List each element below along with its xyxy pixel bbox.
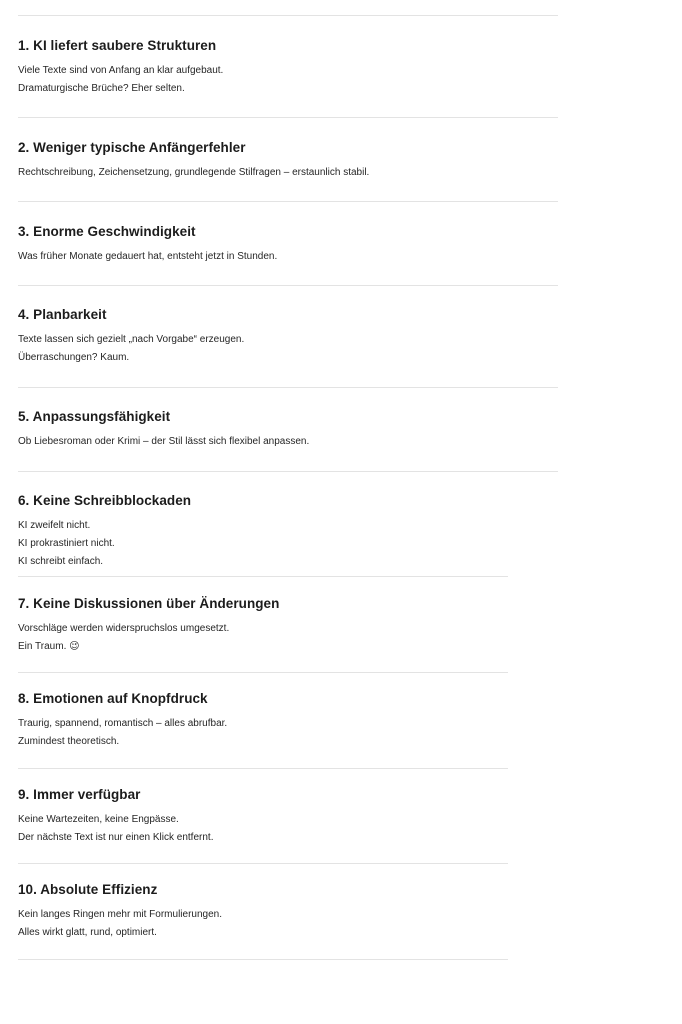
divider [18, 285, 558, 286]
divider [18, 201, 558, 202]
section-text: Vorschläge werden widerspruchslos umgesetzt. [18, 623, 230, 634]
section-text: Ein Traum. 😉 [18, 641, 80, 652]
section-text: KI prokrastiniert nicht. [18, 538, 115, 549]
divider [18, 117, 558, 118]
list-item [18, 786, 578, 847]
section-text: KI zweifelt nicht. [18, 520, 91, 531]
list-item [18, 37, 578, 98]
list-item [18, 492, 578, 571]
section-text: Rechtschreibung, Zeichensetzung, grundlegende Stilfragen – erstaunlich stabil. [18, 167, 370, 178]
list-item [18, 139, 578, 182]
section-title: 3. Enorme Geschwindigkeit [18, 224, 196, 239]
section-text: Traurig, spannend, romantisch – alles abrufbar. [18, 718, 228, 729]
section-text: Überraschungen? Kaum. [18, 352, 130, 363]
list-item [18, 881, 578, 942]
divider [18, 387, 558, 388]
section-text: Kein langes Ringen mehr mit Formulierungen. [18, 909, 222, 920]
section-text: Ob Liebesroman oder Krimi – der Stil lässt sich flexibel anpassen. [18, 436, 310, 447]
divider [18, 471, 558, 472]
section-title: 9. Immer verfügbar [18, 787, 141, 802]
list-item [18, 306, 578, 367]
divider [18, 768, 508, 769]
section-title: 2. Weniger typische Anfängerfehler [18, 140, 246, 155]
section-text: Dramaturgische Brüche? Eher selten. [18, 83, 185, 94]
section-text: Was früher Monate gedauert hat, entsteht jetzt in Stunden. [18, 251, 278, 262]
section-title: 7. Keine Diskussionen über Änderungen [18, 596, 280, 611]
section-text: Der nächste Text ist nur einen Klick entfernt. [18, 832, 214, 843]
section-title: 1. KI liefert saubere Strukturen [18, 38, 217, 53]
section-title: 6. Keine Schreibblockaden [18, 493, 192, 508]
divider [18, 15, 558, 16]
list-item [18, 223, 578, 266]
section-title: 5. Anpassungsfähigkeit [18, 409, 171, 424]
divider [18, 959, 508, 960]
list-item [18, 690, 578, 751]
list-item [18, 408, 578, 451]
section-text: Keine Wartezeiten, keine Engpässe. [18, 814, 179, 825]
list-item [18, 595, 578, 656]
section-title: 8. Emotionen auf Knopfdruck [18, 691, 208, 706]
section-text: Viele Texte sind von Anfang an klar aufgebaut. [18, 65, 224, 76]
divider [18, 576, 508, 577]
section-title: 4. Planbarkeit [18, 307, 107, 322]
section-text: Texte lassen sich gezielt „nach Vorgabe“ erzeugen. [18, 334, 245, 345]
section-title: 10. Absolute Effizienz [18, 882, 158, 897]
section-text: Zumindest theoretisch. [18, 736, 120, 747]
divider [18, 863, 508, 864]
divider [18, 672, 508, 673]
section-text: KI schreibt einfach. [18, 556, 104, 567]
section-text: Alles wirkt glatt, rund, optimiert. [18, 927, 157, 938]
